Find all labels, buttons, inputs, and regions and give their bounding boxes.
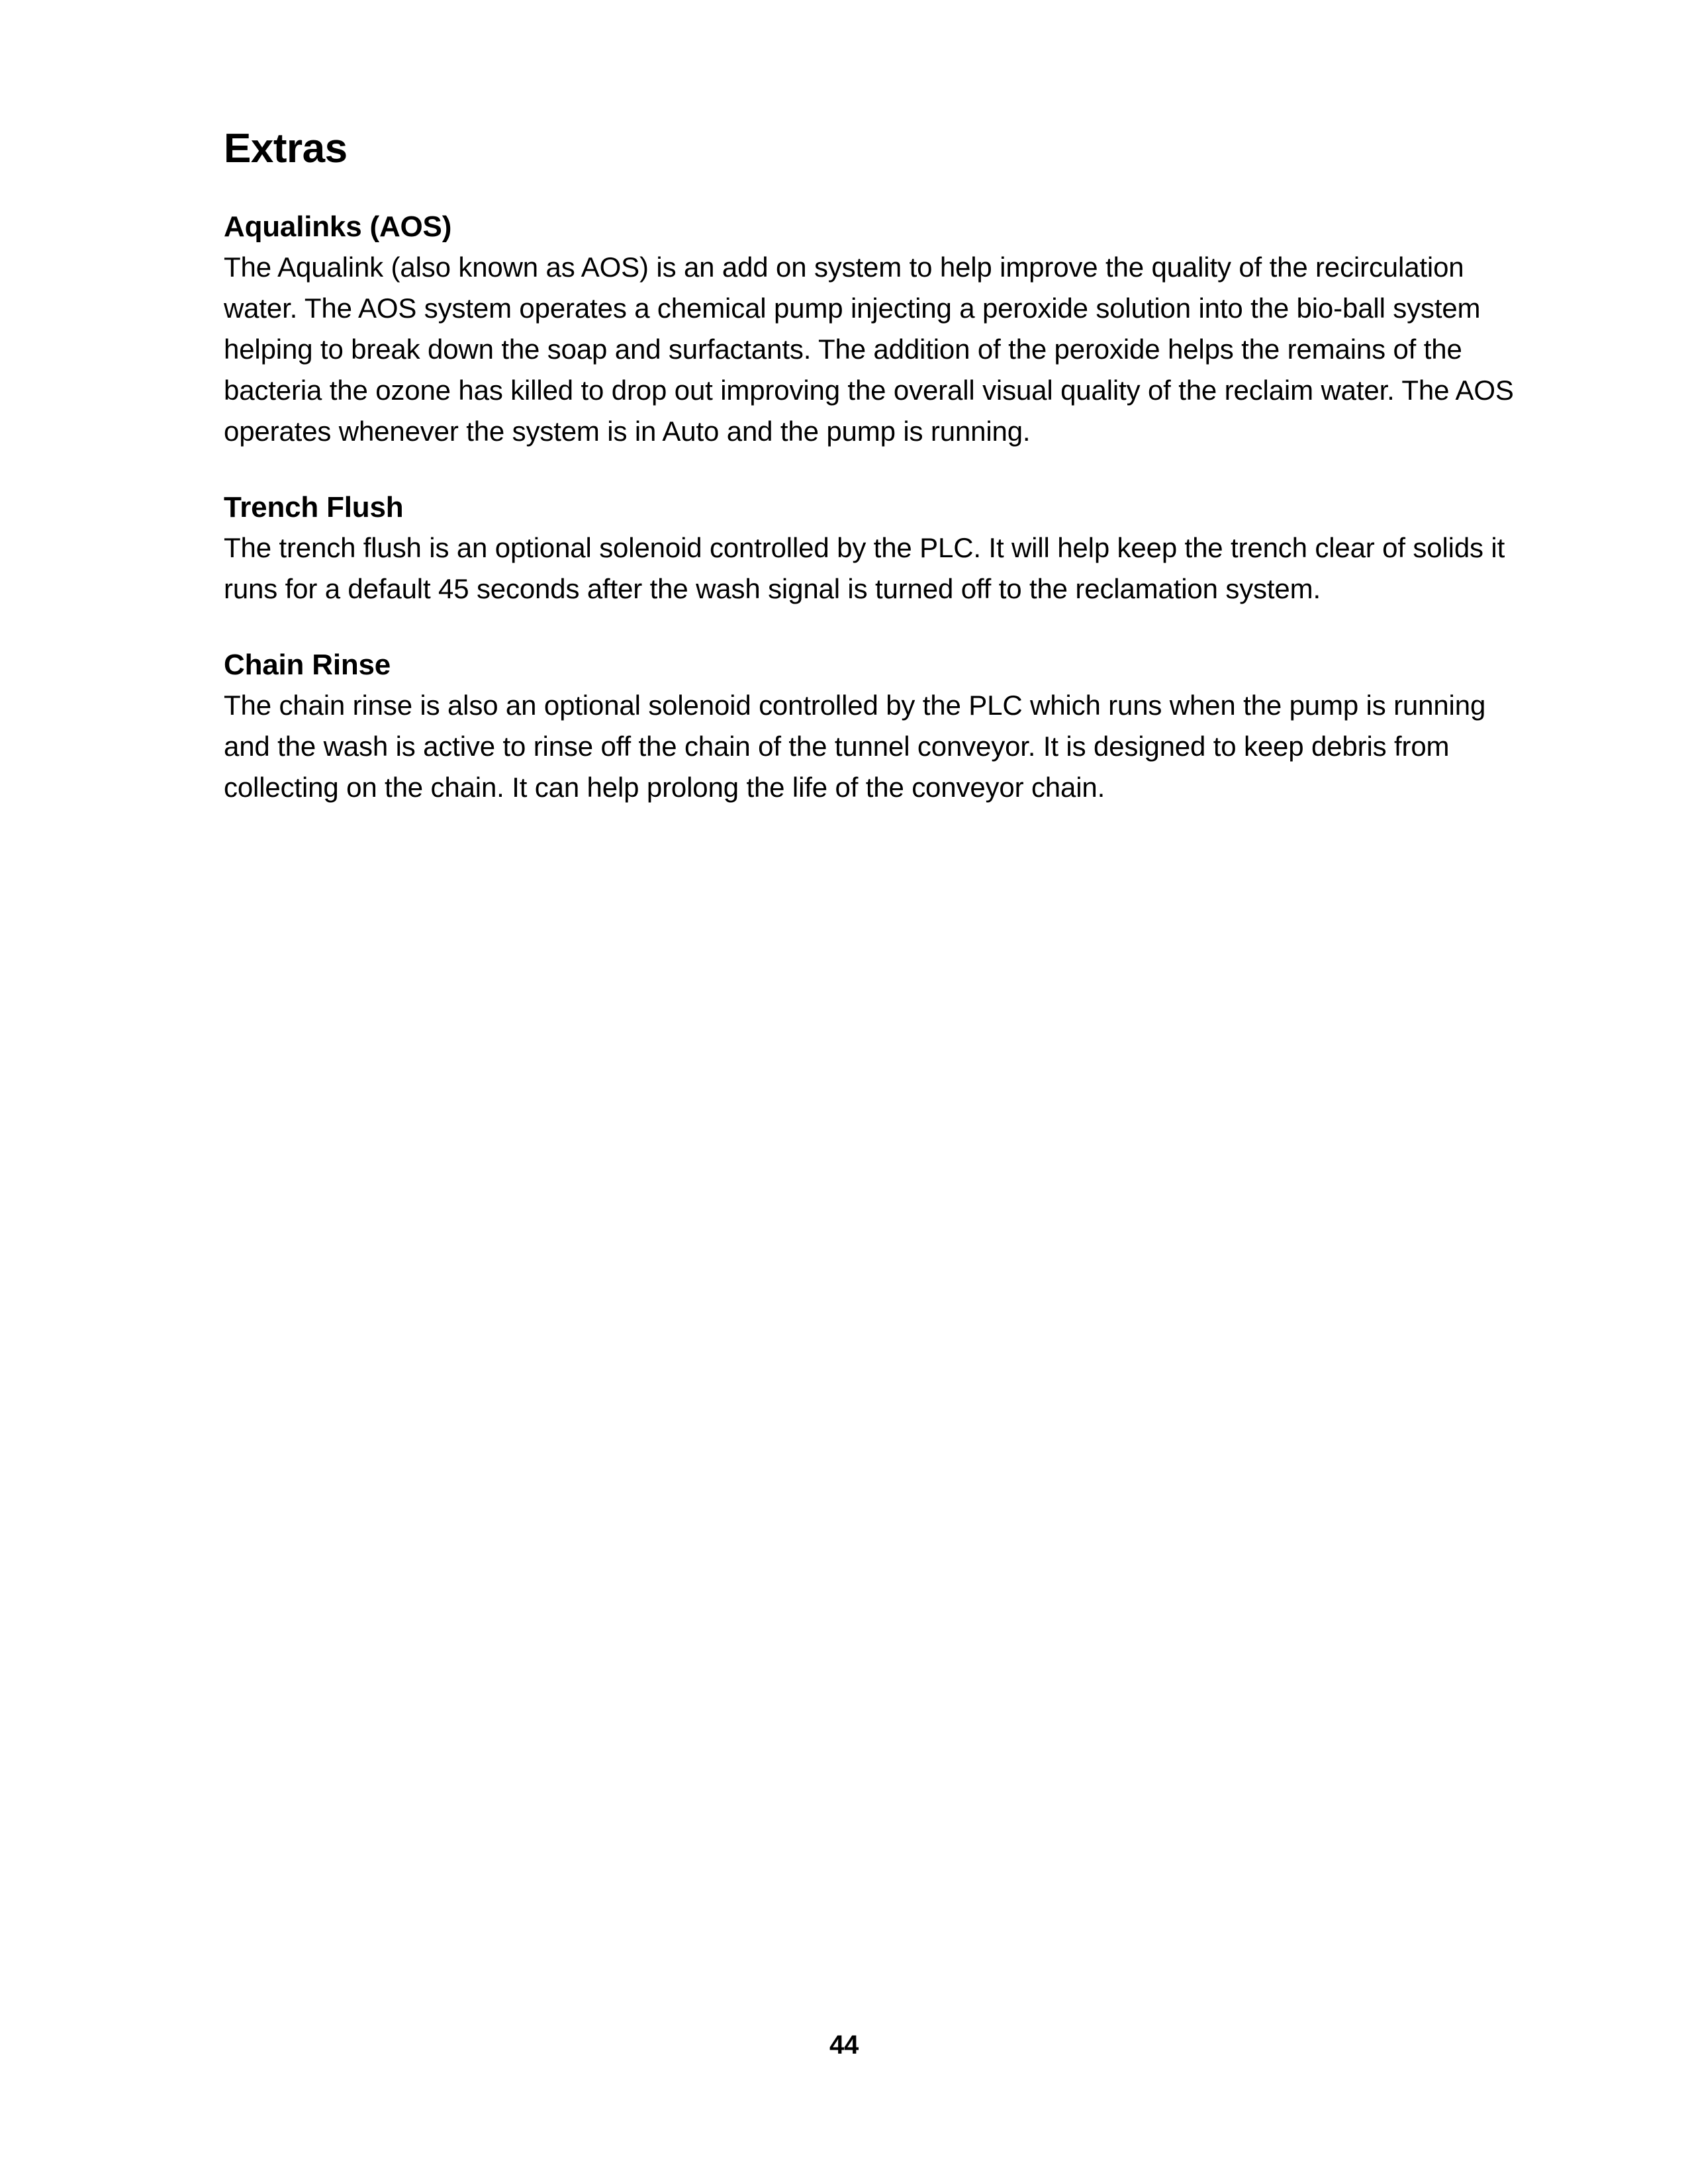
page-number: 44 bbox=[829, 2030, 859, 2060]
section-heading-aqualinks-aos: Aqualinks (AOS) bbox=[224, 210, 452, 244]
section-body-chain-rinse: The chain rinse is also an optional solenoid controlled by the PLC which runs when the pump is running and the wash is active to rinse off the chain of the tunnel conveyor. It is designed to keep debris from collecting on the chain. It can help prolong the life of the conveyor chain. bbox=[224, 690, 1486, 803]
section-body-trench-flush: The trench flush is an optional solenoid controlled by the PLC. It will help keep the trench clear of solids it runs for a default 45 seconds after the wash signal is turned off to the reclamation system. bbox=[224, 532, 1505, 605]
section-chain-rinse bbox=[224, 648, 1518, 808]
document-content bbox=[224, 126, 1518, 808]
page-title: Extras bbox=[224, 126, 348, 171]
section-heading-trench-flush: Trench Flush bbox=[224, 491, 404, 524]
section-aqualinks-aos bbox=[224, 210, 1518, 452]
section-body-aqualinks-aos: The Aqualink (also known as AOS) is an add on system to help improve the quality of the recirculation water. The AOS system operates a chemical pump injecting a peroxide solution into the bio-ball system helping to break down the soap and surfactants. The addition of the peroxide helps the remains of the bacteria the ozone has killed to drop out improving the overall visual quality of the reclaim water. The AOS operates whenever the system is in Auto and the pump is running. bbox=[224, 251, 1514, 447]
section-heading-chain-rinse: Chain Rinse bbox=[224, 649, 391, 682]
section-trench-flush bbox=[224, 490, 1518, 610]
